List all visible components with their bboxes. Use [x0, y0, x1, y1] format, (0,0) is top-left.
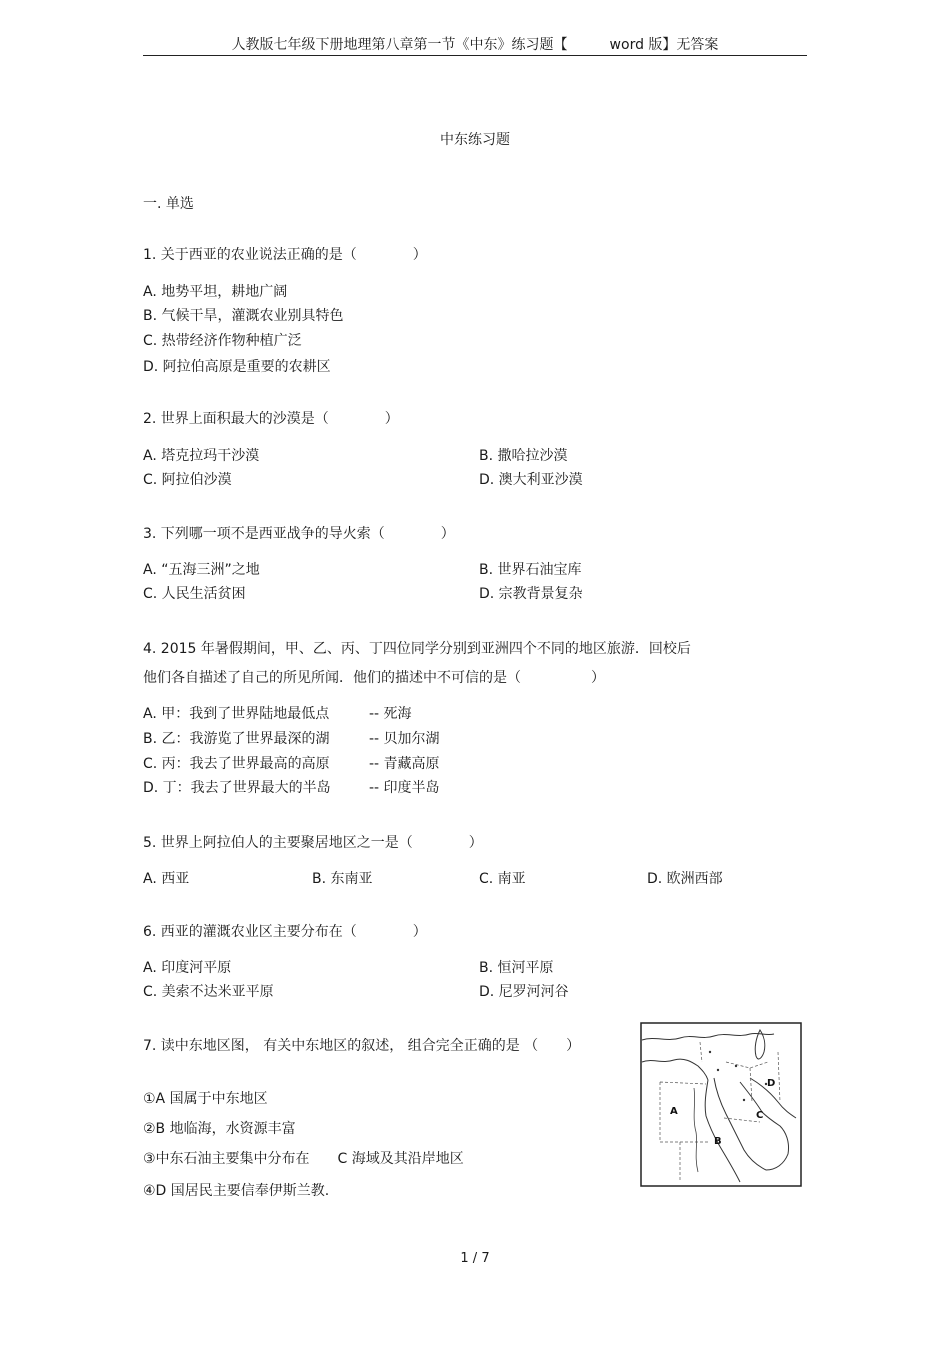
- q1-option-d: D. 阿拉伯高原是重要的农耕区: [143, 359, 331, 375]
- q5-stem: 5. 世界上阿拉伯人的主要聚居地区之一是（ ）: [143, 835, 483, 851]
- q3-option-a: A. “五海三洲”之地: [143, 562, 260, 578]
- header-rule: [143, 55, 807, 56]
- q5-option-c: C. 南亚: [479, 871, 526, 887]
- page-number: 1 / 7: [460, 1251, 490, 1266]
- middle-east-map: [640, 1022, 802, 1187]
- q3-option-c: C. 人民生活贫困: [143, 586, 246, 602]
- q4-option-d: D. 丁：我去了世界最大的半岛: [143, 780, 331, 796]
- q2-stem: 2. 世界上面积最大的沙漠是（ ）: [143, 411, 399, 427]
- q4-stem-line2: 他们各自描述了自己的所见所闻．他们的描述中不可信的是（ ）: [143, 670, 605, 686]
- q3-option-d: D. 宗教背景复杂: [479, 586, 583, 602]
- q4-option-b: B. 乙：我游览了世界最深的湖: [143, 731, 330, 747]
- q7-statement-1: ①A 国属于中东地区: [143, 1091, 268, 1107]
- q2-option-b: B. 撒哈拉沙漠: [479, 448, 568, 464]
- q6-option-a: A. 印度河平原: [143, 960, 232, 976]
- q7-statement-4: ④D 国居民主要信奉伊斯兰教.: [143, 1183, 330, 1199]
- q5-option-b: B. 东南亚: [312, 871, 373, 887]
- q7-statement-2: ②B 地临海，水资源丰富: [143, 1121, 296, 1137]
- q1-option-b: B. 气候干旱，灌溉农业别具特色: [143, 308, 344, 324]
- q6-stem: 6. 西亚的灌溉农业区主要分布在（ ）: [143, 924, 427, 940]
- q6-option-d: D. 尼罗河河谷: [479, 984, 569, 1000]
- q4-option-a-answer: -- 死海: [369, 706, 412, 722]
- q4-option-c-answer: -- 青藏高原: [369, 756, 440, 772]
- map-label-c: C: [756, 1110, 764, 1121]
- q5-option-a: A. 西亚: [143, 871, 190, 887]
- q7-stem: 7. 读中东地区图， 有关中东地区的叙述， 组合完全正确的是 （ ）: [143, 1038, 581, 1054]
- map-label-b: B: [714, 1136, 722, 1147]
- q2-option-a: A. 塔克拉玛干沙漠: [143, 448, 260, 464]
- q4-option-a: A. 甲：我到了世界陆地最低点: [143, 706, 330, 722]
- q3-option-b: B. 世界石油宝库: [479, 562, 582, 578]
- page-header: 人教版七年级下册地理第八章第一节《中东》练习题【 word 版】无答案: [231, 37, 719, 53]
- q5-option-d: D. 欧洲西部: [647, 871, 723, 887]
- q6-option-c: C. 美索不达米亚平原: [143, 984, 274, 1000]
- map-label-d: D: [767, 1078, 776, 1089]
- q1-option-a: A. 地势平坦，耕地广阔: [143, 284, 288, 300]
- q3-stem: 3. 下列哪一项不是西亚战争的导火索（ ）: [143, 526, 455, 542]
- doc-title: 中东练习题: [440, 132, 510, 148]
- q1-option-c: C. 热带经济作物种植广泛: [143, 333, 302, 349]
- q2-option-c: C. 阿拉伯沙漠: [143, 472, 232, 488]
- q4-option-d-answer: -- 印度半岛: [369, 780, 440, 796]
- map-label-a: A: [670, 1106, 678, 1117]
- q6-option-b: B. 恒河平原: [479, 960, 554, 976]
- q4-stem-line1: 4. 2015 年暑假期间，甲、乙、丙、丁四位同学分别到亚洲四个不同的地区旅游．回校后: [143, 641, 691, 657]
- q4-option-b-answer: -- 贝加尔湖: [369, 731, 440, 747]
- q2-option-d: D. 澳大利亚沙漠: [479, 472, 583, 488]
- q1-stem: 1. 关于西亚的农业说法正确的是（ ）: [143, 247, 427, 263]
- q4-option-c: C. 丙：我去了世界最高的高原: [143, 756, 330, 772]
- section-heading: 一. 单选: [143, 196, 194, 212]
- q7-statement-3: ③中东石油主要集中分布在 C 海域及其沿岸地区: [143, 1151, 464, 1167]
